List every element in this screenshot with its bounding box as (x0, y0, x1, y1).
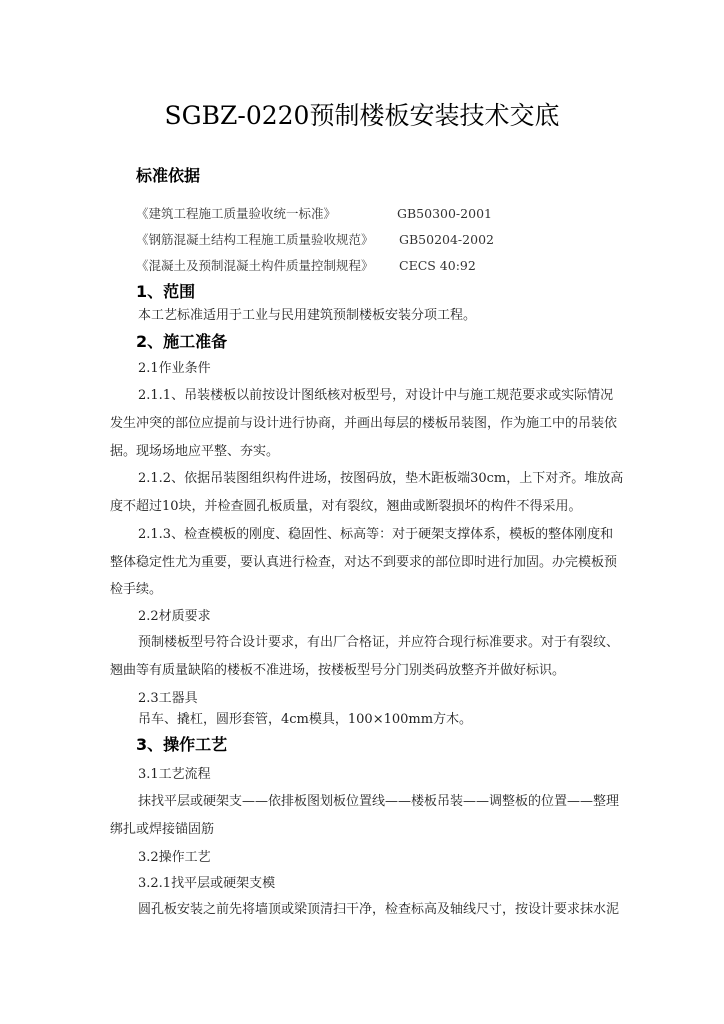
subsection-3-1-title: 3.1工艺流程 (138, 767, 211, 782)
standard-name: 《钢筋混凝土结构工程施工质量验收规范》 (136, 232, 374, 247)
paragraph-line: 圆孔板安装之前先将墙顶或梁顶清扫干净，检查标高及轴线尺寸，按设计要求抹水泥 (138, 902, 620, 917)
paragraph-line: 据。现场场地应平整、夯实。 (110, 444, 280, 459)
standard-code: GB50204-2002 (399, 232, 494, 247)
paragraph-line: 绑扎或焊接锚固筋 (110, 822, 215, 837)
document-title: SGBZ-0220预制楼板安装技术交底 (164, 101, 560, 130)
paragraph-line: 检手续。 (110, 582, 163, 597)
paragraph-line: 抹找平层或硬架支——依排板图划板位置线——楼板吊装——调整板的位置——整理 (138, 794, 620, 809)
paragraph-line: 2.1.1、吊装楼板以前按设计图纸核对板型号，对设计中与施工规范要求或实际情况 (138, 388, 614, 403)
paragraph-line: 2.1.3、检查模板的刚度、稳固性、标高等：对于硬架支撑体系，模板的整体刚度和 (138, 527, 614, 542)
standard-name: 《建筑工程施工质量验收统一标准》 (136, 206, 337, 221)
subsection-2-3-title: 2.3工器具 (138, 691, 198, 706)
section-3-heading: 3、操作工艺 (136, 735, 228, 754)
paragraph-line: 吊车、撬杠，圆形套管，4cm模具，100×100mm方木。 (138, 712, 473, 727)
standard-code: GB50300-2001 (397, 206, 492, 221)
standard-code: CECS 40:92 (399, 258, 476, 273)
section-1-text: 本工艺标准适用于工业与民用建筑预制楼板安装分项工程。 (138, 308, 477, 323)
paragraph-line: 度不超过10块，并检查圆孔板质量，对有裂纹，翘曲或断裂损坏的构件不得采用。 (110, 499, 582, 514)
paragraph-line: 整体稳定性尤为重要，要认真进行检查，对达不到要求的部位即时进行加固。办完模板预 (110, 555, 618, 570)
section-2-heading: 2、施工准备 (136, 332, 228, 351)
standards-heading: 标准依据 (136, 166, 201, 185)
paragraph-line: 发生冲突的部位应提前与设计进行协商，并画出每层的楼板吊装图，作为施工中的吊装依 (110, 416, 618, 431)
subsection-2-1-title: 2.1作业条件 (138, 361, 211, 376)
standard-name: 《混凝土及预制混凝土构件质量控制规程》 (136, 258, 374, 273)
paragraph-line: 翘曲等有质量缺陷的楼板不准进场，按楼板型号分门别类码放整齐并做好标识。 (110, 663, 566, 678)
paragraph-line: 预制楼板型号符合设计要求，有出厂合格证，并应符合现行标准要求。对于有裂纹、 (138, 635, 620, 650)
subsection-3-2-1-title: 3.2.1找平层或硬架支模 (138, 876, 276, 891)
paragraph-line: 2.1.2、依据吊装图组织构件进场，按图码放，垫木距板端30cm，上下对齐。堆放高 (138, 471, 624, 486)
subsection-2-2-title: 2.2材质要求 (138, 609, 211, 624)
section-1-heading: 1、范围 (136, 282, 196, 301)
subsection-3-2-title: 3.2操作工艺 (138, 850, 211, 865)
